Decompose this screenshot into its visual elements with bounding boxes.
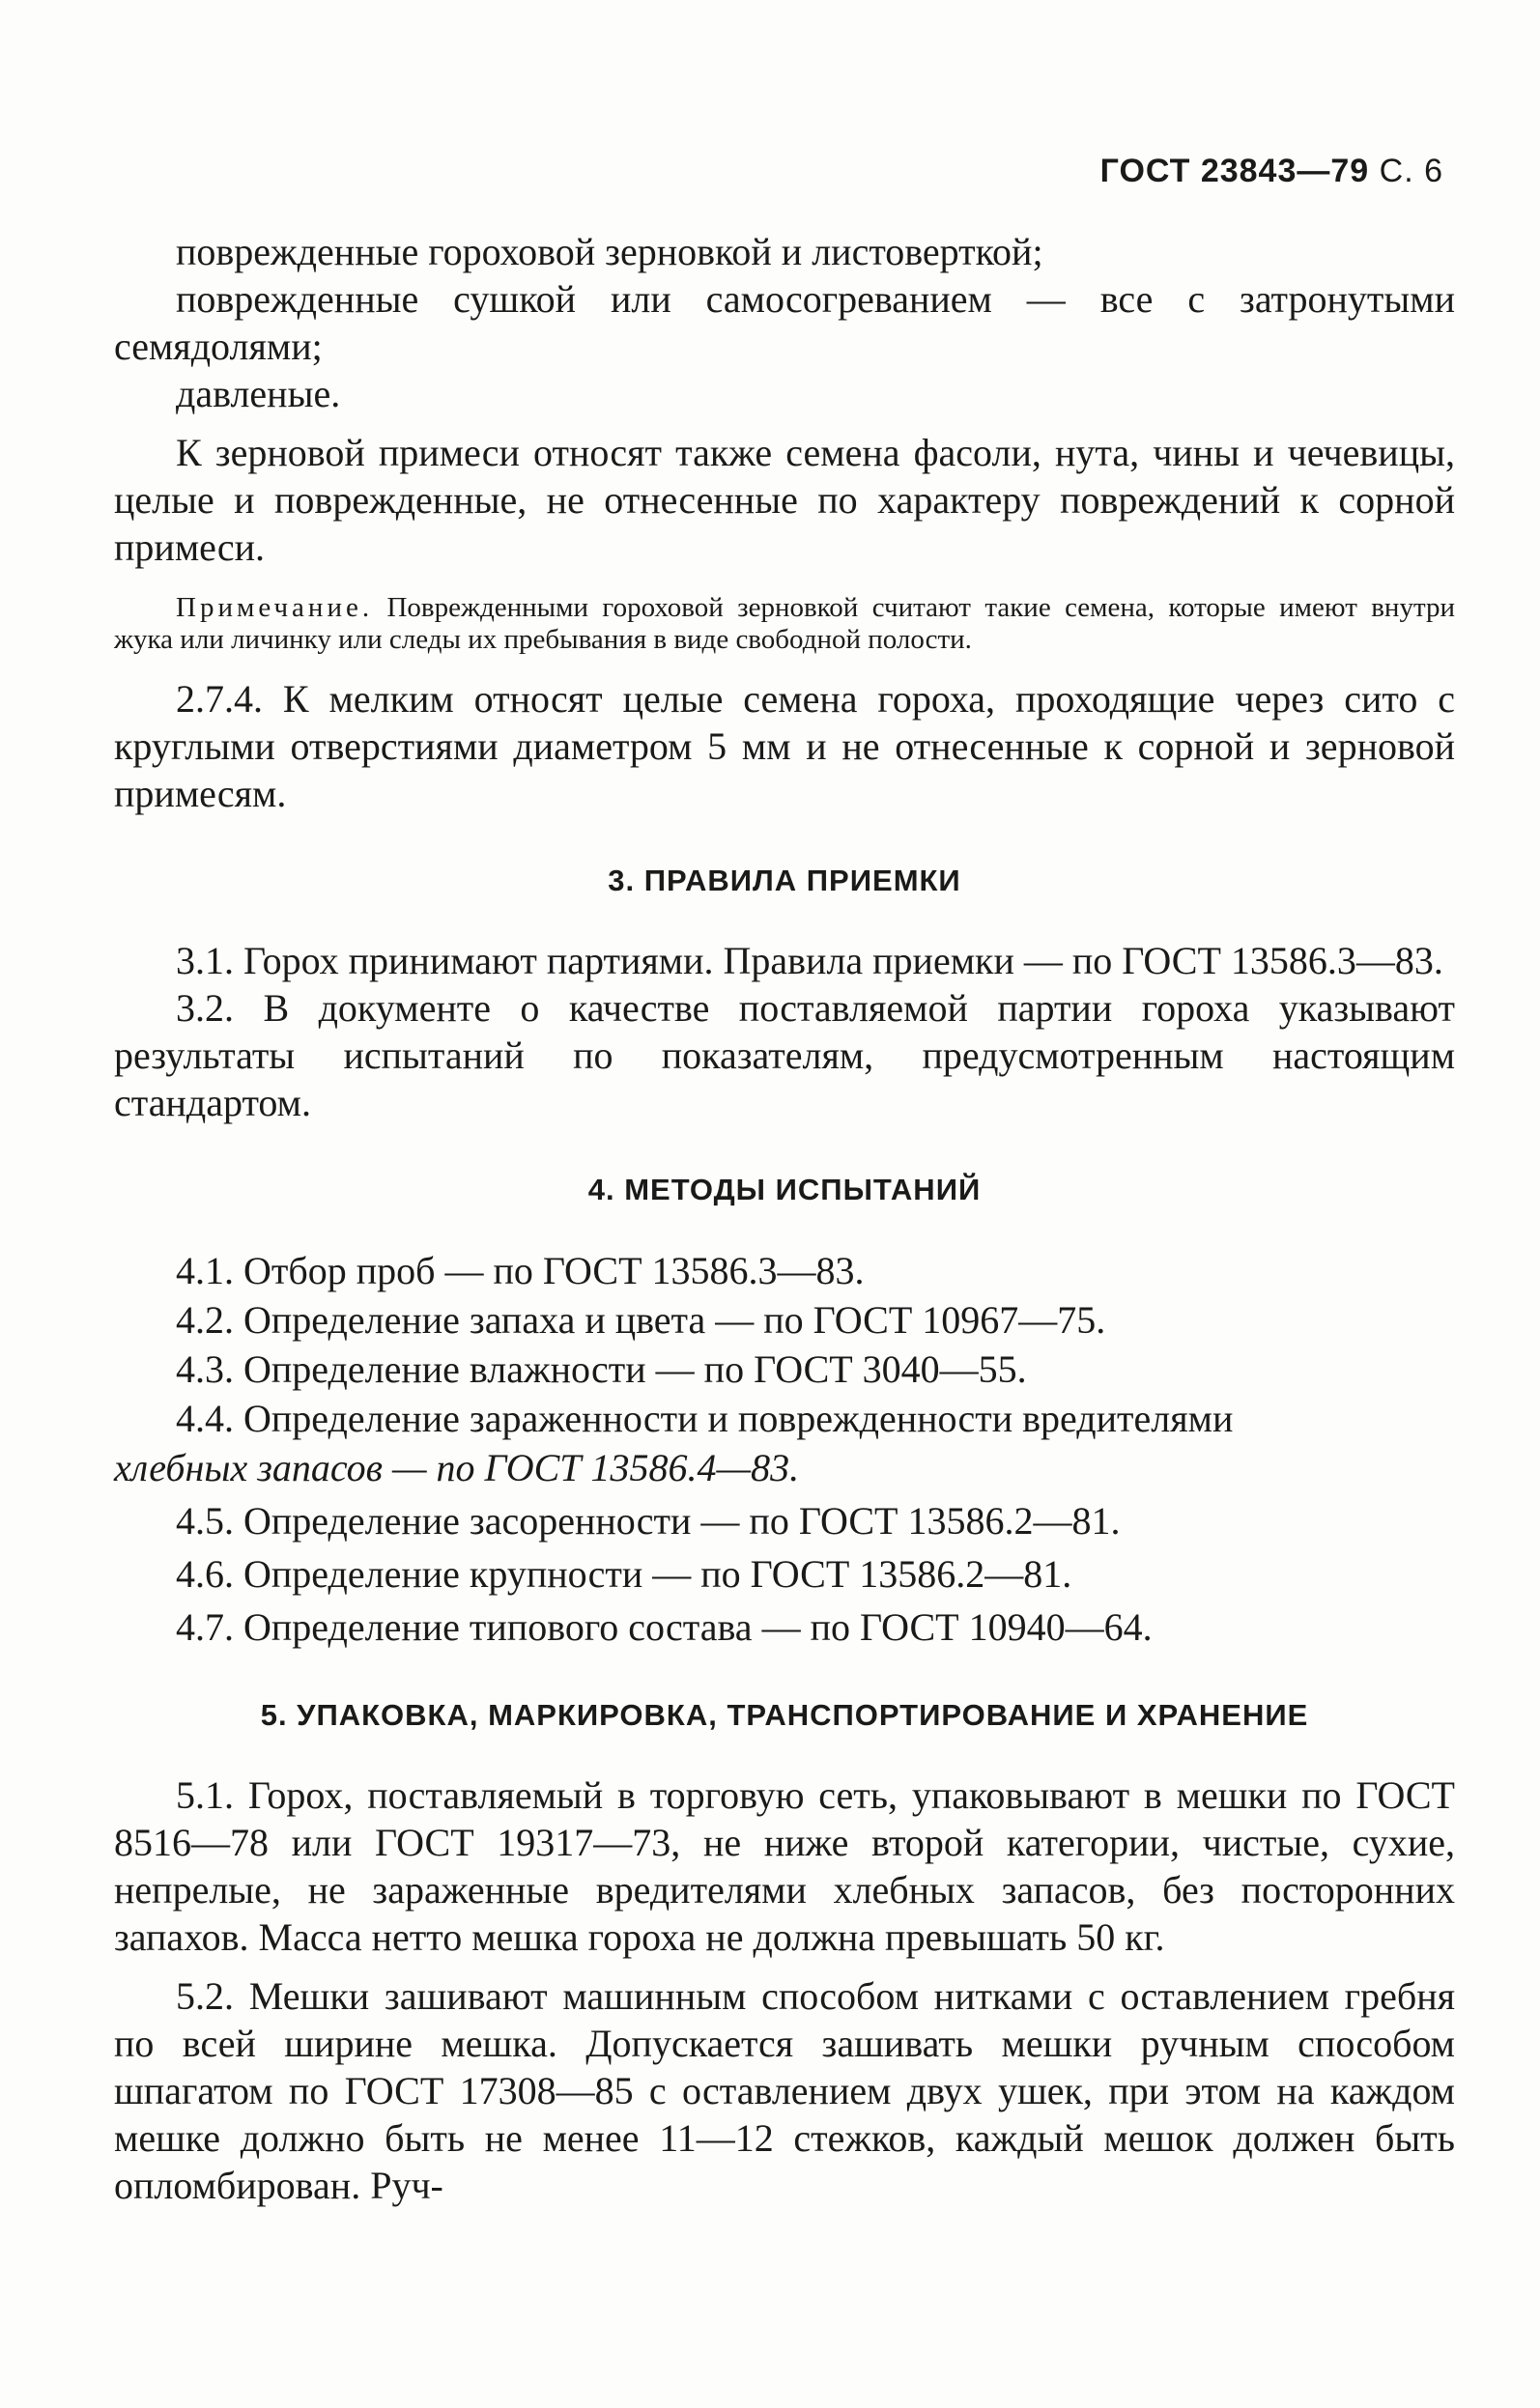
item-4-5: 4.5. Определение засоренности — по ГОСТ 13586.2—81. bbox=[176, 1499, 1121, 1543]
intro-line-2: поврежденные сушкой или самосогреванием — все с затронутыми семядолями; bbox=[114, 277, 1455, 368]
section-3-title: 3. ПРАВИЛА ПРИЕМКИ bbox=[608, 864, 961, 897]
section-4-title: 4. МЕТОДЫ ИСПЫТАНИЙ bbox=[587, 1173, 982, 1206]
paragraph-2-7-4: 2.7.4. К мелким относят целые семена гороха, проходящие через сито с круглыми отверстиями диаметром 5 мм и не отнесенные к сорной и зерновой примесям. bbox=[114, 677, 1455, 815]
note-text: Поврежденными гороховой зерновкой считают такие семена, которые имеют внутри жука или личинку или следы их пребывания в виде свободной полости. bbox=[114, 592, 1455, 655]
note-label: Примечание. bbox=[176, 592, 374, 623]
paragraph-5-1: 5.1. Горох, поставляемый в торговую сеть, упаковывают в мешки по ГОСТ 8516—78 или ГОСТ 19317—73, не ниже второй категории, чистые, сухие, непрелые, не зараженные вредителями хлебных запасов, без посторонних запахов. Масса нетто мешка гороха не должна превышать 50 кг. bbox=[114, 1773, 1455, 1959]
section-5-title: 5. УПАКОВКА, МАРКИРОВКА, ТРАНСПОРТИРОВАНИЕ И ХРАНЕНИЕ bbox=[260, 1698, 1309, 1732]
paragraph-3-2: 3.2. В документе о качестве поставляемой партии гороха указывают результаты испытаний по показателям, предусмотренным настоящим стандартом. bbox=[114, 986, 1455, 1124]
intro-line-1: поврежденные гороховой зерновкой и листоверткой; bbox=[176, 230, 1043, 273]
item-4-7: 4.7. Определение типового состава — по ГОСТ 10940—64. bbox=[176, 1605, 1153, 1649]
page-header bbox=[1100, 153, 1443, 190]
note bbox=[114, 592, 1455, 656]
standard-code: ГОСТ 23843—79 bbox=[1099, 153, 1370, 189]
item-4-2: 4.2. Определение запаха и цвета — по ГОСТ 10967—75. bbox=[176, 1298, 1106, 1342]
paragraph-5-2: 5.2. Мешки зашивают машинным способом нитками с оставлением гребня по всей ширине мешка. Допускается зашивать мешки ручным способом шпагатом по ГОСТ 17308—85 с оставлением двух ушек, при этом на каждом мешке должно быть не менее 11—12 стежков, каждый мешок должен быть опломбирован. Руч- bbox=[114, 1974, 1455, 2207]
page-content bbox=[114, 228, 1455, 2209]
intro-line-3: давленые. bbox=[176, 372, 341, 415]
intro-paragraph: К зерновой примеси относят также семена фасоли, нута, чины и чечевицы, целые и поврежденные, не отнесенные по характеру повреждений к сорной примеси. bbox=[114, 431, 1455, 569]
item-4-4-line-1: 4.4. Определение зараженности и поврежденности вредителями bbox=[176, 1397, 1234, 1440]
item-4-6: 4.6. Определение крупности — по ГОСТ 13586.2—81. bbox=[176, 1552, 1072, 1596]
page-number: С. 6 bbox=[1379, 153, 1443, 189]
paragraph-3-1: 3.1. Горох принимают партиями. Правила приемки — по ГОСТ 13586.3—83. bbox=[176, 939, 1443, 982]
item-4-4-line-2: хлебных запасов — по ГОСТ 13586.4—83. bbox=[114, 1446, 800, 1489]
section-4-list bbox=[114, 1246, 1455, 1652]
item-4-3: 4.3. Определение влажности — по ГОСТ 3040—55. bbox=[176, 1347, 1027, 1391]
item-4-1: 4.1. Отбор проб — по ГОСТ 13586.3—83. bbox=[176, 1249, 865, 1292]
